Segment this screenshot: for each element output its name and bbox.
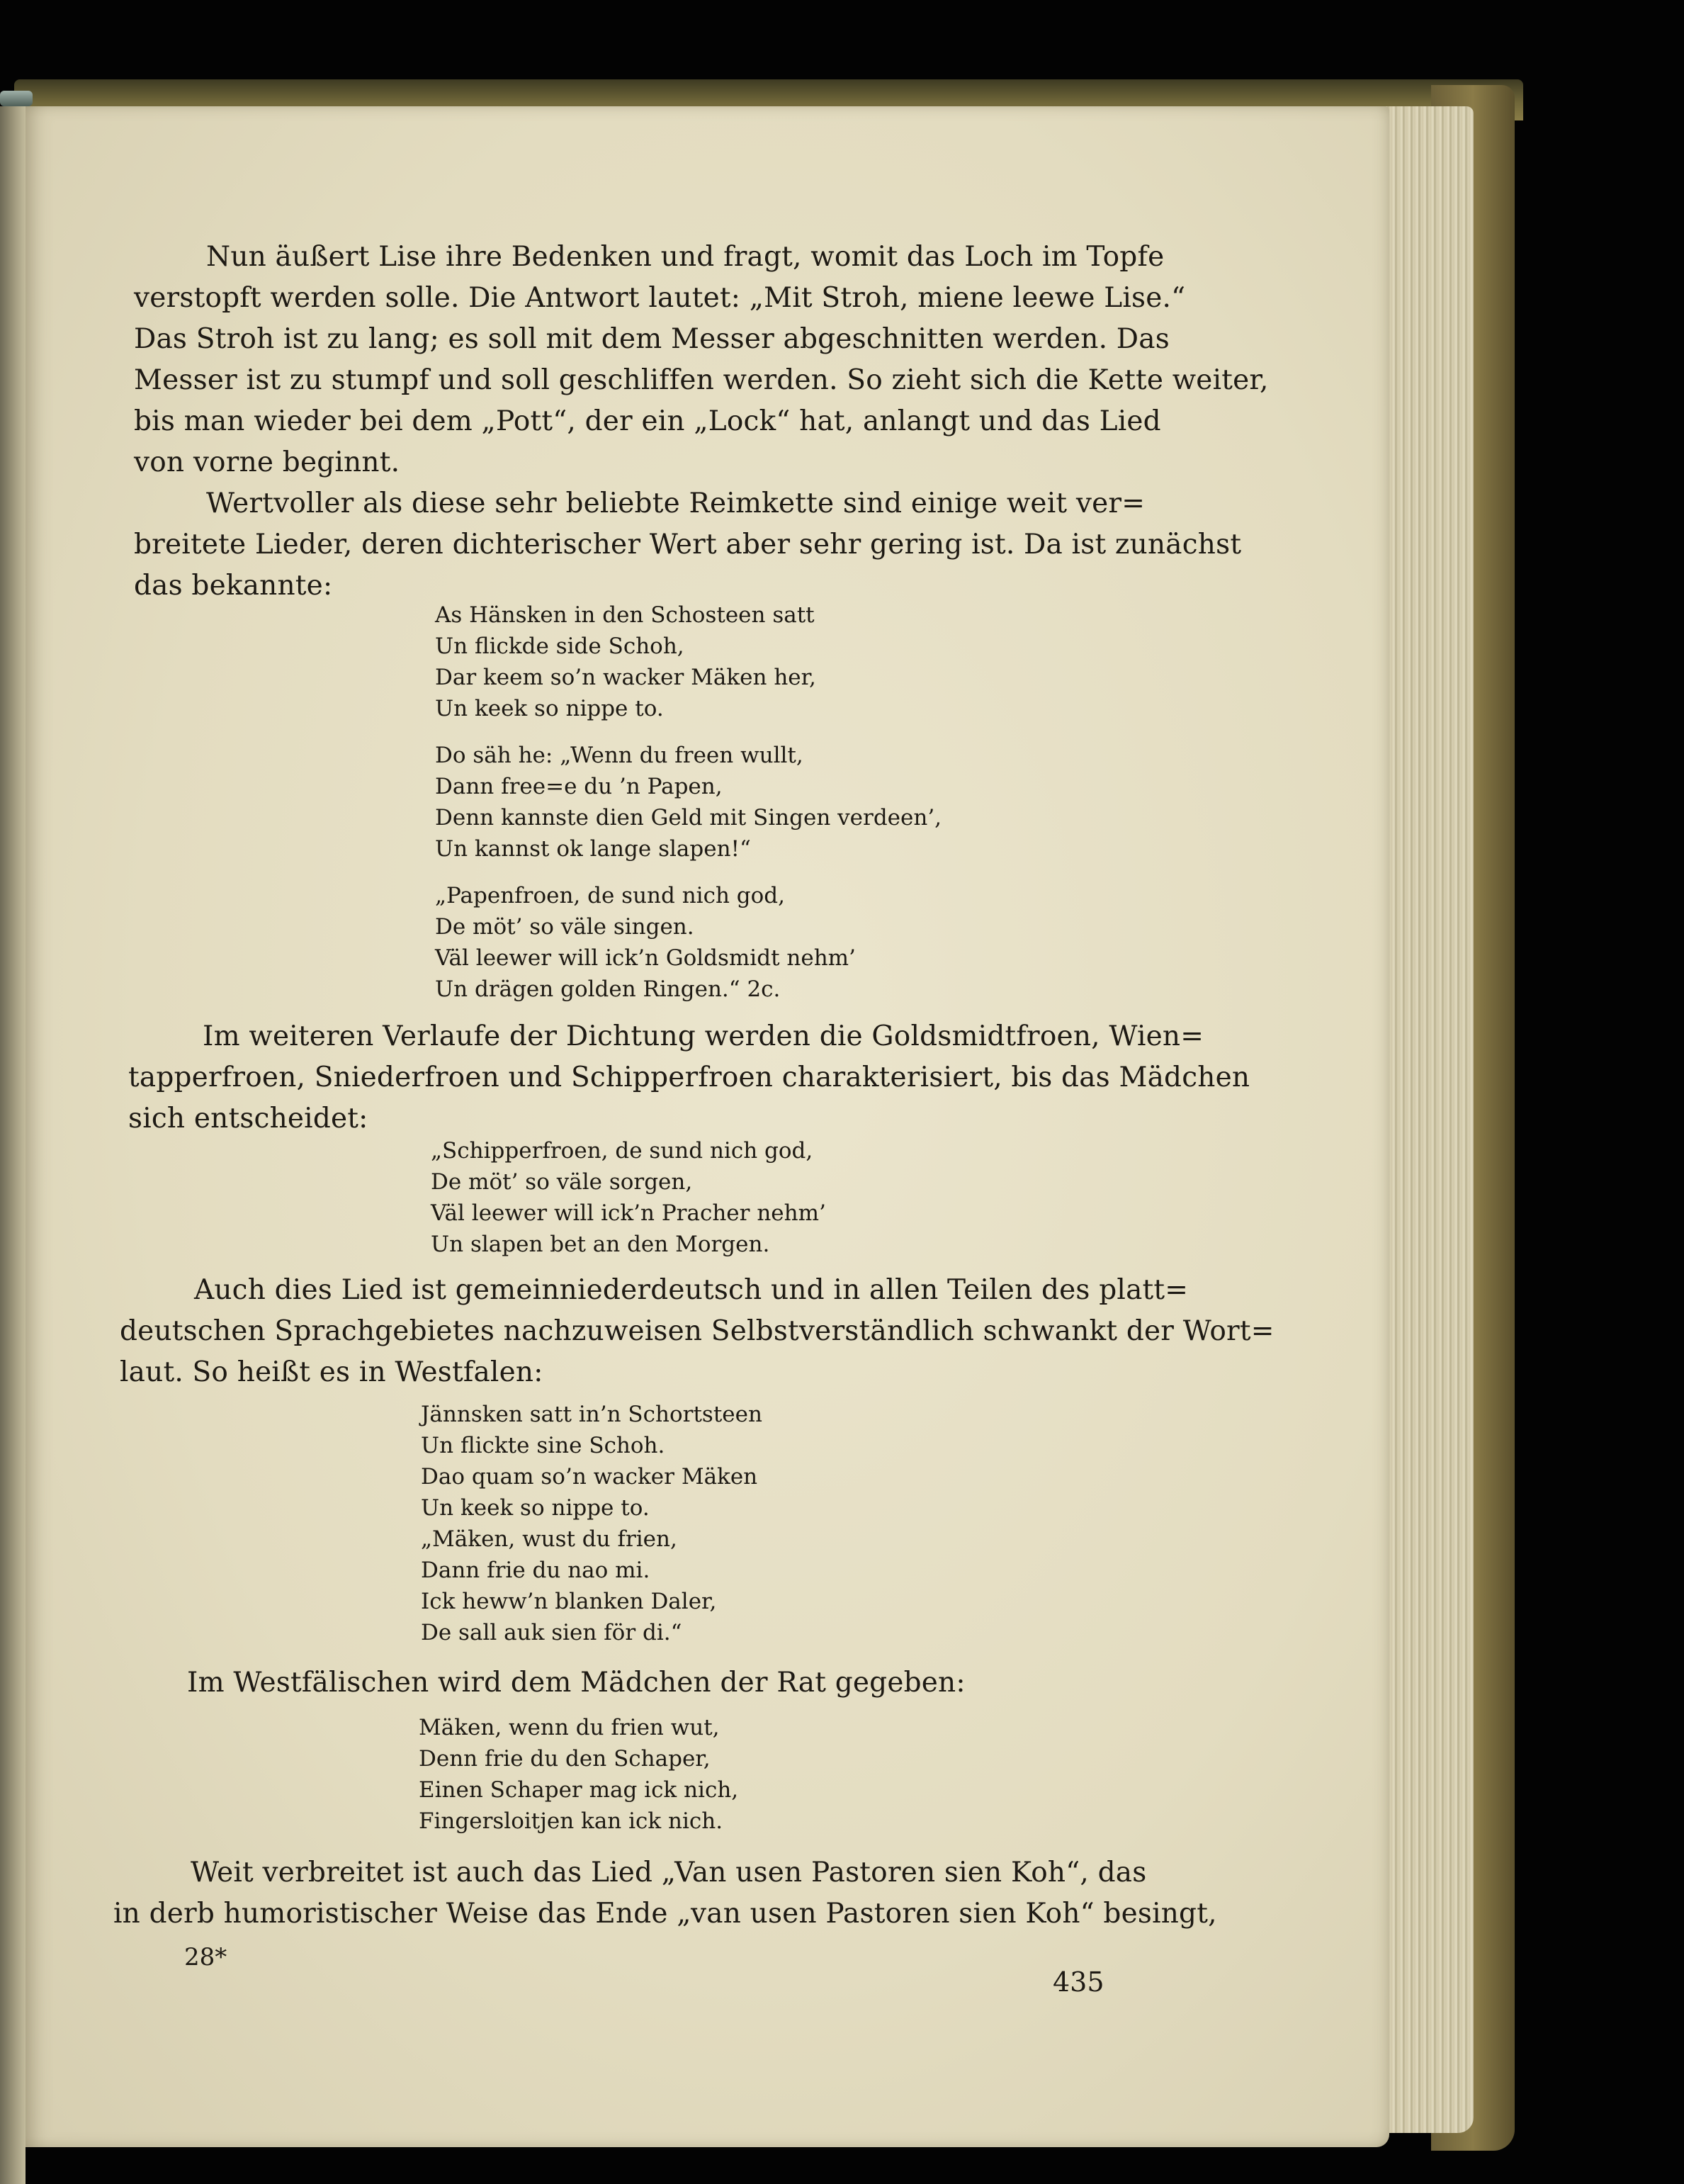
signature-mark: 28* xyxy=(184,1943,227,1971)
paragraph-line: von vorne beginnt. xyxy=(134,446,400,478)
verse-line: Un drägen golden Ringen.“ 2c. xyxy=(435,976,781,1002)
verse-line: Un keek so nippe to. xyxy=(435,696,664,721)
paragraph-line: laut. So heißt es in Westfalen: xyxy=(120,1356,543,1388)
paragraph-line: tapperfroen, Sniederfroen und Schipperfroen charakterisiert, bis das Mädchen xyxy=(128,1062,1250,1093)
verse-line: Un flickde side Schoh, xyxy=(435,634,684,659)
verse-line: Un kannst ok lange slapen!“ xyxy=(435,836,751,862)
facing-page-sliver xyxy=(0,106,26,2184)
paragraph-line: in derb humoristischer Weise das Ende „van usen Pastoren sien Koh“ besingt, xyxy=(113,1898,1217,1930)
page-number: 435 xyxy=(1053,1966,1104,1998)
verse-line: Dann frie du nao mi. xyxy=(421,1558,650,1583)
verse-line: Un slapen bet an den Morgen. xyxy=(431,1232,770,1257)
verse-line: Dann free=e du ’n Papen, xyxy=(435,774,723,799)
paragraph-line: Im weiteren Verlaufe der Dichtung werden die Goldsmidtfroen, Wien= xyxy=(203,1020,1204,1052)
binding-clip-icon xyxy=(0,91,33,106)
paragraph-line: deutschen Sprachgebietes nachzuweisen Selbstverständlich schwankt der Wort= xyxy=(120,1315,1275,1347)
paragraph-line: Messer ist zu stumpf und soll geschliffen werden. So zieht sich die Kette weiter, xyxy=(134,364,1269,396)
verse-line: Dao quam so’n wacker Mäken xyxy=(421,1464,758,1490)
verse-line: Dar keem so’n wacker Mäken her, xyxy=(435,665,816,690)
verse-line: Väl leewer will ick’n Pracher nehm’ xyxy=(431,1200,826,1226)
verse-line: Un keek so nippe to. xyxy=(421,1495,650,1521)
paragraph-line: das bekannte: xyxy=(134,570,333,602)
paragraph-line: sich entscheidet: xyxy=(128,1103,368,1135)
paragraph-line: Auch dies Lied ist gemeinniederdeutsch und in allen Teilen des platt= xyxy=(194,1274,1189,1306)
book-page xyxy=(26,106,1389,2147)
verse-line: Mäken, wenn du frien wut, xyxy=(419,1715,720,1740)
verse-line: Ick heww’n blanken Daler, xyxy=(421,1589,717,1614)
paragraph-line: Wertvoller als diese sehr beliebte Reimkette sind einige weit ver= xyxy=(206,488,1146,519)
verse-line: Un flickte sine Schoh. xyxy=(421,1433,665,1458)
verse-line: „Mäken, wust du frien, xyxy=(421,1526,677,1552)
verse-line: Jännsken satt in’n Schortsteen xyxy=(421,1402,762,1427)
verse-line: De möt’ so väle sorgen, xyxy=(431,1169,693,1195)
paragraph-line: Weit verbreitet ist auch das Lied „Van usen Pastoren sien Koh“, das xyxy=(191,1857,1147,1889)
verse-line: Do säh he: „Wenn du freen wullt, xyxy=(435,743,803,768)
verse-line: De möt’ so väle singen. xyxy=(435,914,694,940)
paragraph-line: Das Stroh ist zu lang; es soll mit dem Messer abgeschnitten werden. Das xyxy=(134,323,1170,355)
verse-line: Denn frie du den Schaper, xyxy=(419,1746,711,1772)
paragraph-line: Nun äußert Lise ihre Bedenken und fragt, womit das Loch im Topfe xyxy=(206,241,1165,273)
verse-line: Väl leewer will ick’n Goldsmidt nehm’ xyxy=(435,945,856,971)
paragraph-line: verstopft werden solle. Die Antwort lautet: „Mit Stroh, miene leewe Lise.“ xyxy=(134,282,1186,314)
paragraph-line: breitete Lieder, deren dichterischer Wert aber sehr gering ist. Da ist zunächst xyxy=(134,529,1242,561)
verse-line: Einen Schaper mag ick nich, xyxy=(419,1777,739,1803)
verse-line: Denn kannste dien Geld mit Singen verdeen’, xyxy=(435,805,942,831)
verse-line: Fingersloitjen kan ick nich. xyxy=(419,1808,723,1834)
paragraph-line: Im Westfälischen wird dem Mädchen der Rat gegeben: xyxy=(187,1667,966,1699)
verse-line: „Schipperfroen, de sund nich god, xyxy=(431,1138,813,1164)
verse-line: „Papenfroen, de sund nich god, xyxy=(435,883,785,908)
paragraph-line: bis man wieder bei dem „Pott“, der ein „Lock“ hat, anlangt und das Lied xyxy=(134,405,1161,437)
verse-line: As Hänsken in den Schosteen satt xyxy=(435,602,815,628)
verse-line: De sall auk sien för di.“ xyxy=(421,1620,682,1645)
